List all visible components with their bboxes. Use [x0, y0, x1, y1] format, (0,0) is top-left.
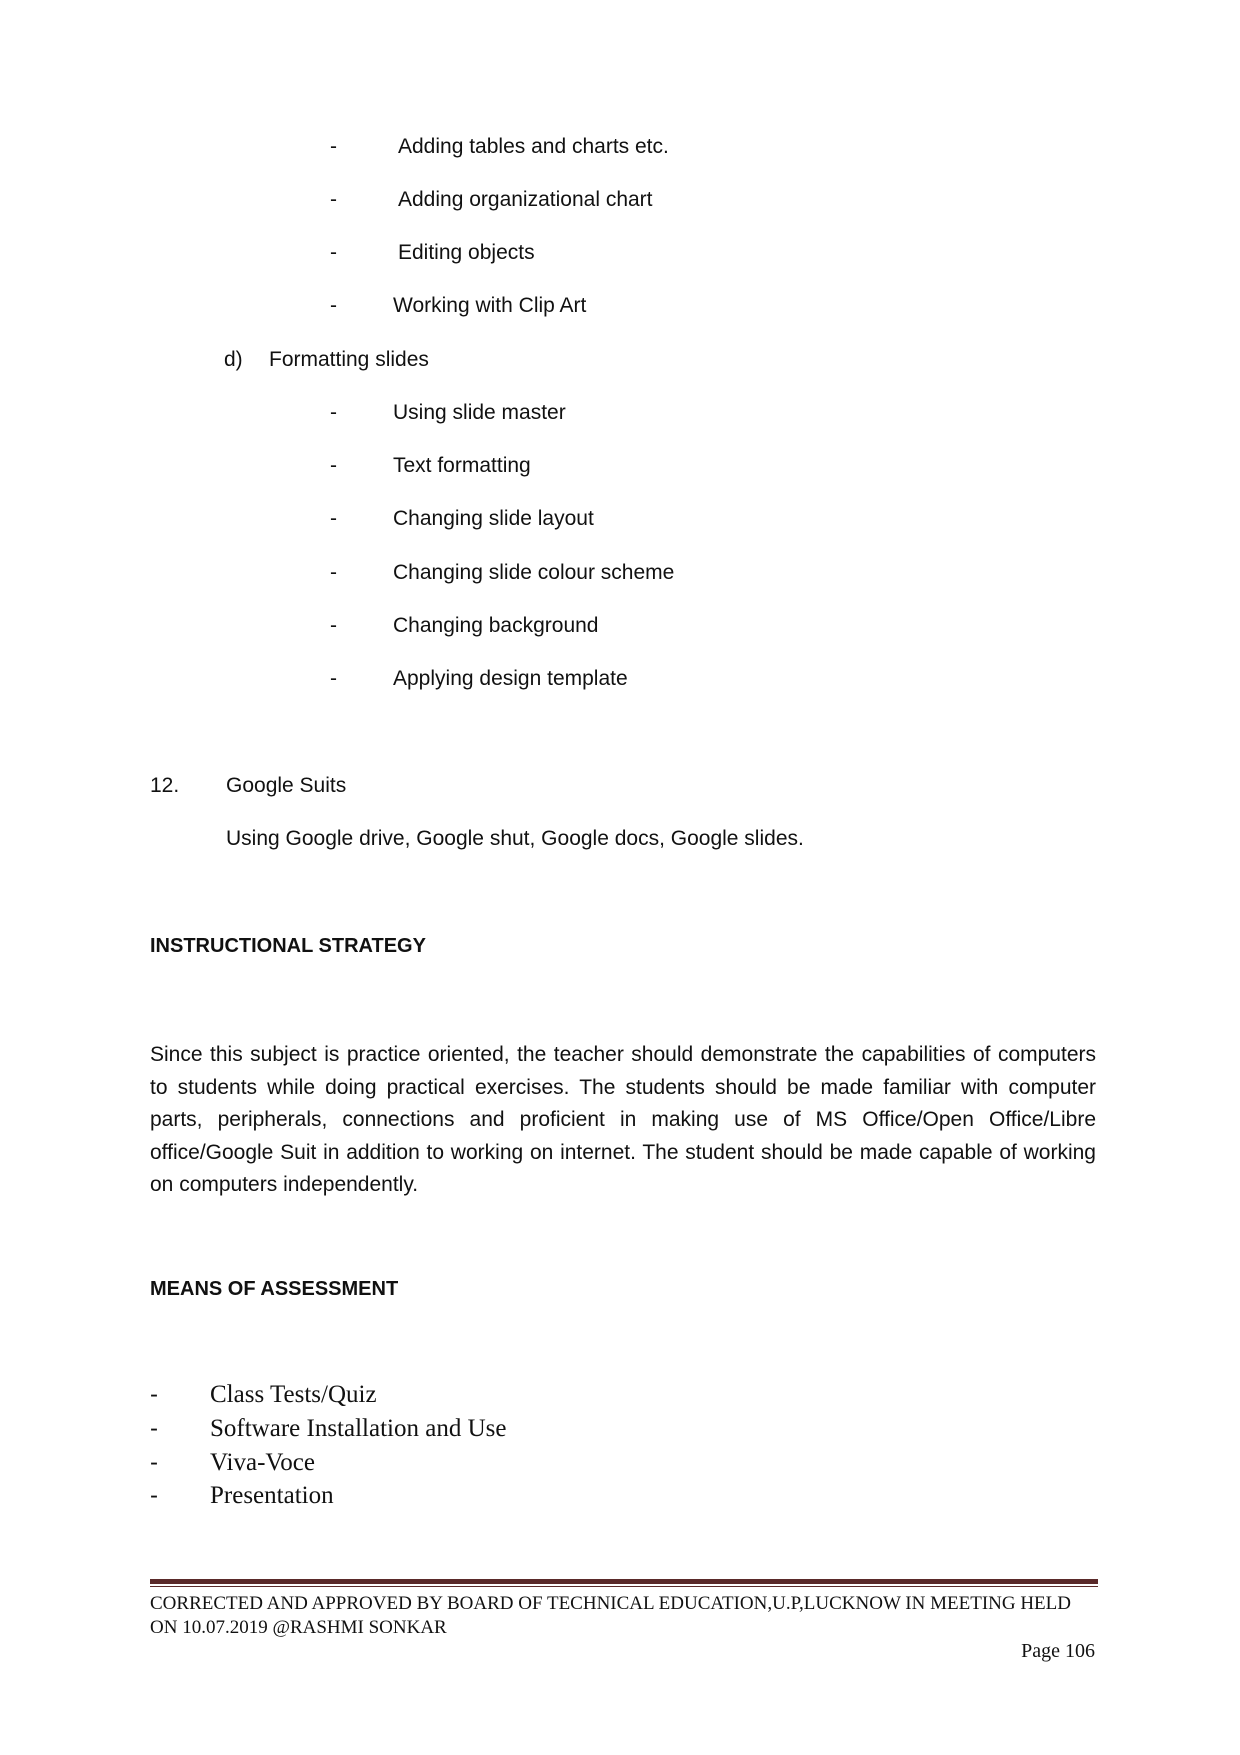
dash-bullet: - — [150, 1381, 158, 1408]
dash-bullet: - — [150, 1415, 158, 1442]
dash-bullet: - — [150, 1449, 158, 1476]
dash-bullet: - — [330, 667, 337, 690]
assessment-item-presentation: Presentation — [210, 1482, 334, 1509]
dash-bullet: - — [330, 294, 337, 317]
dash-bullet: - — [330, 614, 337, 637]
item-12-detail: Using Google drive, Google shut, Google docs, Google slides. — [226, 827, 804, 850]
page-number: Page 106 — [1021, 1640, 1095, 1662]
dash-bullet: - — [330, 561, 337, 584]
sub-item-slide-master: Using slide master — [393, 401, 566, 424]
assessment-item-class-tests: Class Tests/Quiz — [210, 1381, 377, 1408]
dash-bullet: - — [330, 454, 337, 477]
assessment-item-software: Software Installation and Use — [210, 1415, 507, 1442]
sub-item-text-formatting: Text formatting — [393, 454, 531, 477]
assessment-item-viva-voce: Viva-Voce — [210, 1449, 315, 1476]
footer-rule-thin — [150, 1586, 1098, 1587]
dash-bullet: - — [330, 401, 337, 424]
means-of-assessment-heading: MEANS OF ASSESSMENT — [150, 1278, 399, 1300]
sub-item-editing-objects: Editing objects — [398, 241, 535, 264]
footer-line-1: CORRECTED AND APPROVED BY BOARD OF TECHNICAL EDUCATION,U.P,LUCKNOW IN MEETING HELD — [150, 1593, 1071, 1614]
instructional-strategy-text: Since this subject is practice oriented, the teacher should demonstrate the capabilities of computers to students while doing practical exercises. The students should be made familiar with computer parts, peripherals, connections and proficient in making use of MS Office/Open Office/Libre office/Google Suit in addition to working on internet. The student should be made capable of working on computers independently. — [150, 1043, 1096, 1196]
instructional-strategy-heading: INSTRUCTIONAL STRATEGY — [150, 935, 426, 957]
dash-bullet: - — [330, 188, 337, 211]
section-d-title: Formatting slides — [269, 348, 429, 371]
footer-rule-thick — [150, 1579, 1098, 1584]
sub-item-design-template: Applying design template — [393, 667, 628, 690]
dash-bullet: - — [330, 135, 337, 158]
sub-item-org-chart: Adding organizational chart — [398, 188, 653, 211]
sub-item-background: Changing background — [393, 614, 599, 637]
item-12-title: Google Suits — [226, 774, 347, 797]
footer-line-2: ON 10.07.2019 @RASHMI SONKAR — [150, 1617, 447, 1638]
sub-item-colour-scheme: Changing slide colour scheme — [393, 561, 675, 584]
sub-item-clip-art: Working with Clip Art — [393, 294, 587, 317]
dash-bullet: - — [330, 507, 337, 530]
section-d-label: d) — [224, 348, 243, 371]
sub-item-tables-charts: Adding tables and charts etc. — [398, 135, 669, 158]
dash-bullet: - — [150, 1482, 158, 1509]
item-12-number: 12. — [150, 774, 180, 797]
sub-item-slide-layout: Changing slide layout — [393, 507, 594, 530]
dash-bullet: - — [330, 241, 337, 264]
